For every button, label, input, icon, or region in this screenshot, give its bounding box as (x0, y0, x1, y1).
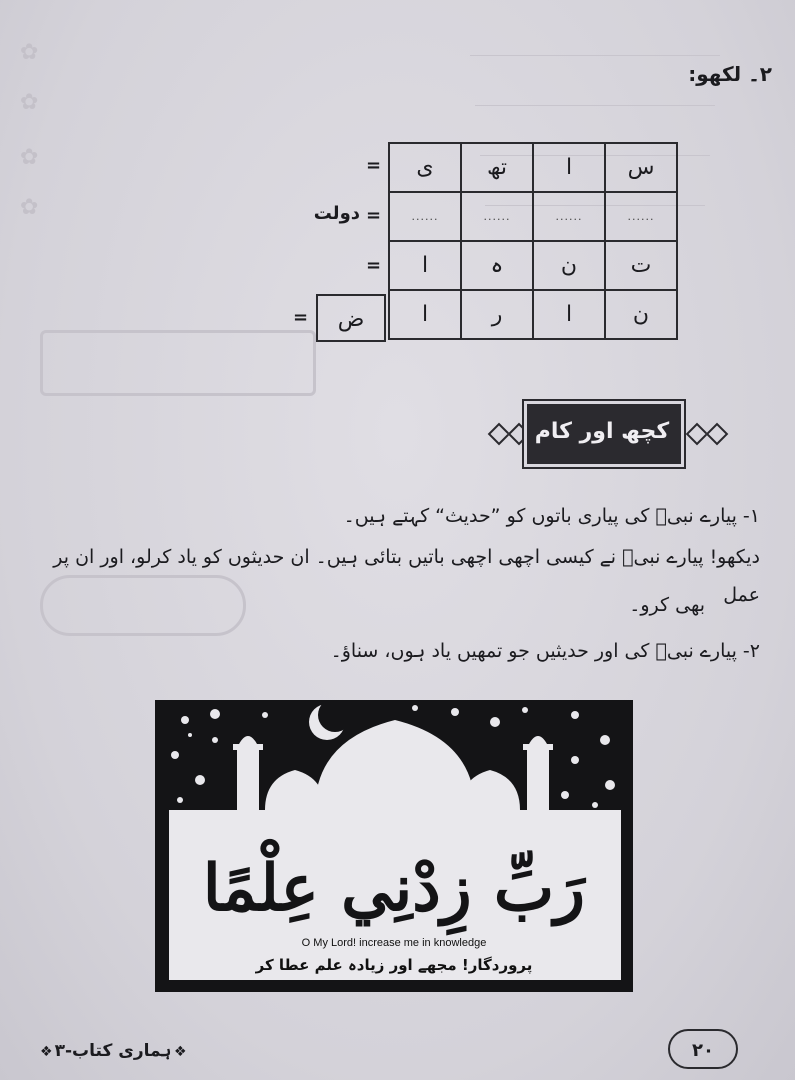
equals-sign: = (366, 155, 382, 176)
grid-cell: ن (605, 290, 677, 339)
page-number: ۲۰ (668, 1029, 738, 1069)
ghost-ornament-icon: ✿ (20, 40, 39, 65)
ornament-icon: ❖ (40, 1044, 53, 1060)
grid-cell-blank: ...... (533, 192, 605, 241)
grid-cell: ی (389, 143, 461, 192)
grid-cell: ن (533, 241, 605, 290)
grid-cell-blank: ...... (461, 192, 533, 241)
exercise-heading: ۲۔ لکھو: (688, 62, 772, 86)
section-banner (487, 400, 717, 466)
grid-cell-extra: ض (316, 294, 386, 342)
grid-cell-blank: ...... (389, 192, 461, 241)
equals-sign: = (366, 205, 382, 226)
grid-cell: ا (389, 241, 461, 290)
ghost-banner (40, 330, 316, 396)
caption-english: O My Lord! increase me in knowledge (301, 937, 487, 949)
calligraphy-text: رَبِّ زِدْنِي عِلْمًا (202, 851, 586, 926)
grid-cell: ر (461, 290, 533, 339)
grid-cell: ت (605, 241, 677, 290)
ornament-icon: ❖ (174, 1044, 187, 1060)
grid-cell: ا (533, 143, 605, 192)
grid-cell: ا (533, 290, 605, 339)
ghost-ornament-icon: ✿ (20, 195, 39, 220)
word-grid (388, 142, 678, 340)
grid-cell-blank: ...... (605, 192, 677, 241)
grid-row (389, 143, 677, 192)
grid-answer: دولت (313, 203, 360, 224)
ghost-line (475, 105, 715, 106)
section-title: کچھ اور کام (534, 419, 670, 444)
ghost-ornament-icon: ✿ (20, 90, 39, 115)
equals-sign: = (366, 255, 382, 276)
activity-item-1-body-end: بھی کرو۔ (629, 594, 705, 616)
grid-row (389, 241, 677, 290)
equals-sign: = (293, 307, 309, 328)
caption-urdu: پروردگار! مجھے اور زیادہ علم عطا کر (255, 956, 533, 974)
ghost-ornament-icon: ✿ (20, 145, 39, 170)
activity-item-2: ۲- پیارے نبیؐ کی اور حدیثیں جو تمھیں یاد ہوں، سناؤ۔ (330, 640, 760, 662)
diamond-icon (706, 423, 729, 446)
grid-row (389, 192, 677, 241)
activity-item-1-body: دیکھو! پیارے نبیؐ نے کیسی اچھی اچھی باتیں بتائی ہیں۔ ان حدیثوں کو یاد کرلو، اور ان پر عمل (53, 546, 760, 606)
grid-cell: ہ (461, 241, 533, 290)
grid-cell: س (605, 143, 677, 192)
grid-cell: تھ (461, 143, 533, 192)
activity-item-1: ۱- پیارے نبیؐ کی پیاری باتوں کو ”حدیث“ کہتے ہیں۔ (343, 505, 760, 527)
grid-cell: ا (389, 290, 461, 339)
grid-row (389, 290, 677, 339)
book-title: ہماری کتاب-۳ (54, 1041, 172, 1061)
ghost-line (470, 55, 720, 56)
mosque-illustration (155, 700, 633, 992)
